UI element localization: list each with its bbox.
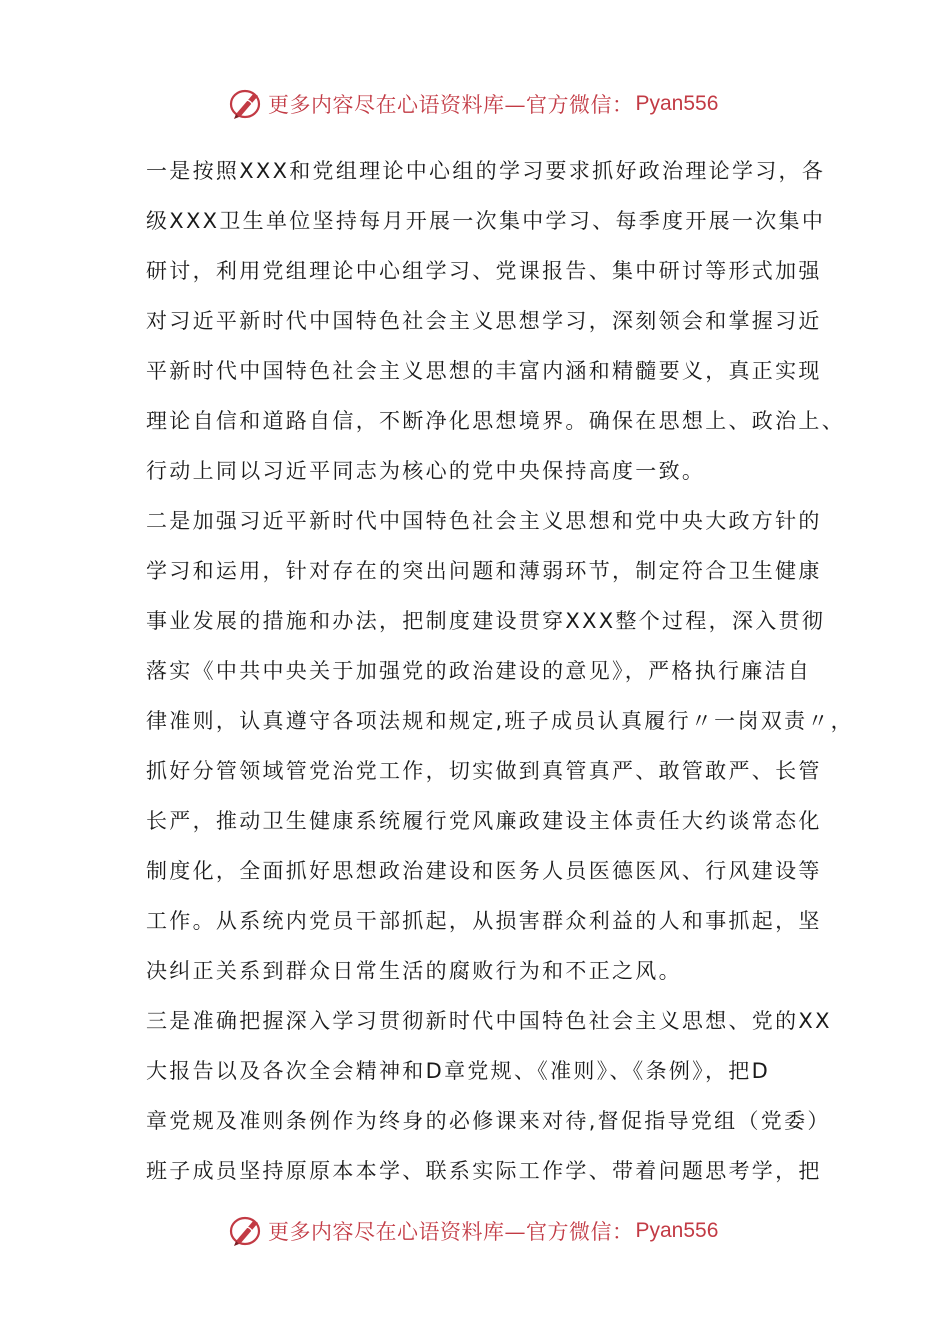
- pen-logo-icon: [228, 86, 264, 122]
- text-line: 章党规及准则条例作为终身的必修课来对待,督促指导党组（党委）: [146, 1109, 831, 1133]
- text-line: 班子成员坚持原原本本学、联系实际工作学、带着问题思考学，把: [146, 1159, 822, 1183]
- text-line: 行动上同以习近平同志为核心的党中央保持高度一致。: [146, 459, 706, 483]
- header-watermark-banner: [228, 84, 748, 124]
- text-line: 工作。从系统内党员干部抓起，从损害群众利益的人和事抓起，坚: [146, 909, 822, 933]
- text-line: 大报告以及各次全会精神和D章党规、《准则》、《条例》，把D: [146, 1059, 771, 1083]
- text-line: 级XXX卫生单位坚持每月开展一次集中学习、每季度开展一次集中: [146, 209, 826, 233]
- text-line: 律准则，认真遵守各项法规和规定,班子成员认真履行〃一岗双责〃，: [146, 709, 854, 733]
- pen-logo-icon: [228, 1213, 264, 1249]
- wechat-id: Pyan556: [635, 92, 719, 115]
- watermark-text: 更多内容尽在心语资料库—官方微信：: [268, 93, 634, 117]
- text-line: 学习和运用，针对存在的突出问题和薄弱环节，制定符合卫生健康: [146, 559, 822, 583]
- text-line: 制度化，全面抓好思想政治建设和医务人员医德医风、行风建设等: [146, 859, 822, 883]
- footer-watermark-banner: [228, 1211, 748, 1251]
- text-line: 理论自信和道路自信，不断净化思想境界。确保在思想上、政治上、: [146, 409, 845, 433]
- text-line: 决纠正关系到群众日常生活的腐败行为和不正之风。: [146, 959, 682, 983]
- text-line: 二是加强习近平新时代中国特色社会主义思想和党中央大政方针的: [146, 509, 822, 533]
- text-line: 长严，推动卫生健康系统履行党风廉政建设主体责任大约谈常态化: [146, 809, 822, 833]
- text-line: 三是准确把握深入学习贯彻新时代中国特色社会主义思想、党的XX: [146, 1009, 832, 1033]
- text-line: 抓好分管领域管党治党工作，切实做到真管真严、敢管敢严、长管: [146, 759, 822, 783]
- wechat-id: Pyan556: [635, 1219, 719, 1242]
- watermark-text: 更多内容尽在心语资料库—官方微信：: [268, 1220, 634, 1244]
- text-line: 一是按照XXX和党组理论中心组的学习要求抓好政治理论学习，各: [146, 159, 826, 183]
- document-body: [146, 146, 854, 1196]
- text-line: 对习近平新时代中国特色社会主义思想学习，深刻领会和掌握习近: [146, 309, 822, 333]
- text-line: 落实《中共中央关于加强党的政治建设的意见》，严格执行廉洁自: [146, 659, 812, 683]
- text-line: 事业发展的措施和办法，把制度建设贯穿XXX整个过程，深入贯彻: [146, 609, 826, 633]
- text-line: 研讨，利用党组理论中心组学习、党课报告、集中研讨等形式加强: [146, 259, 822, 283]
- text-line: 平新时代中国特色社会主义思想的丰富内涵和精髓要义，真正实现: [146, 359, 822, 383]
